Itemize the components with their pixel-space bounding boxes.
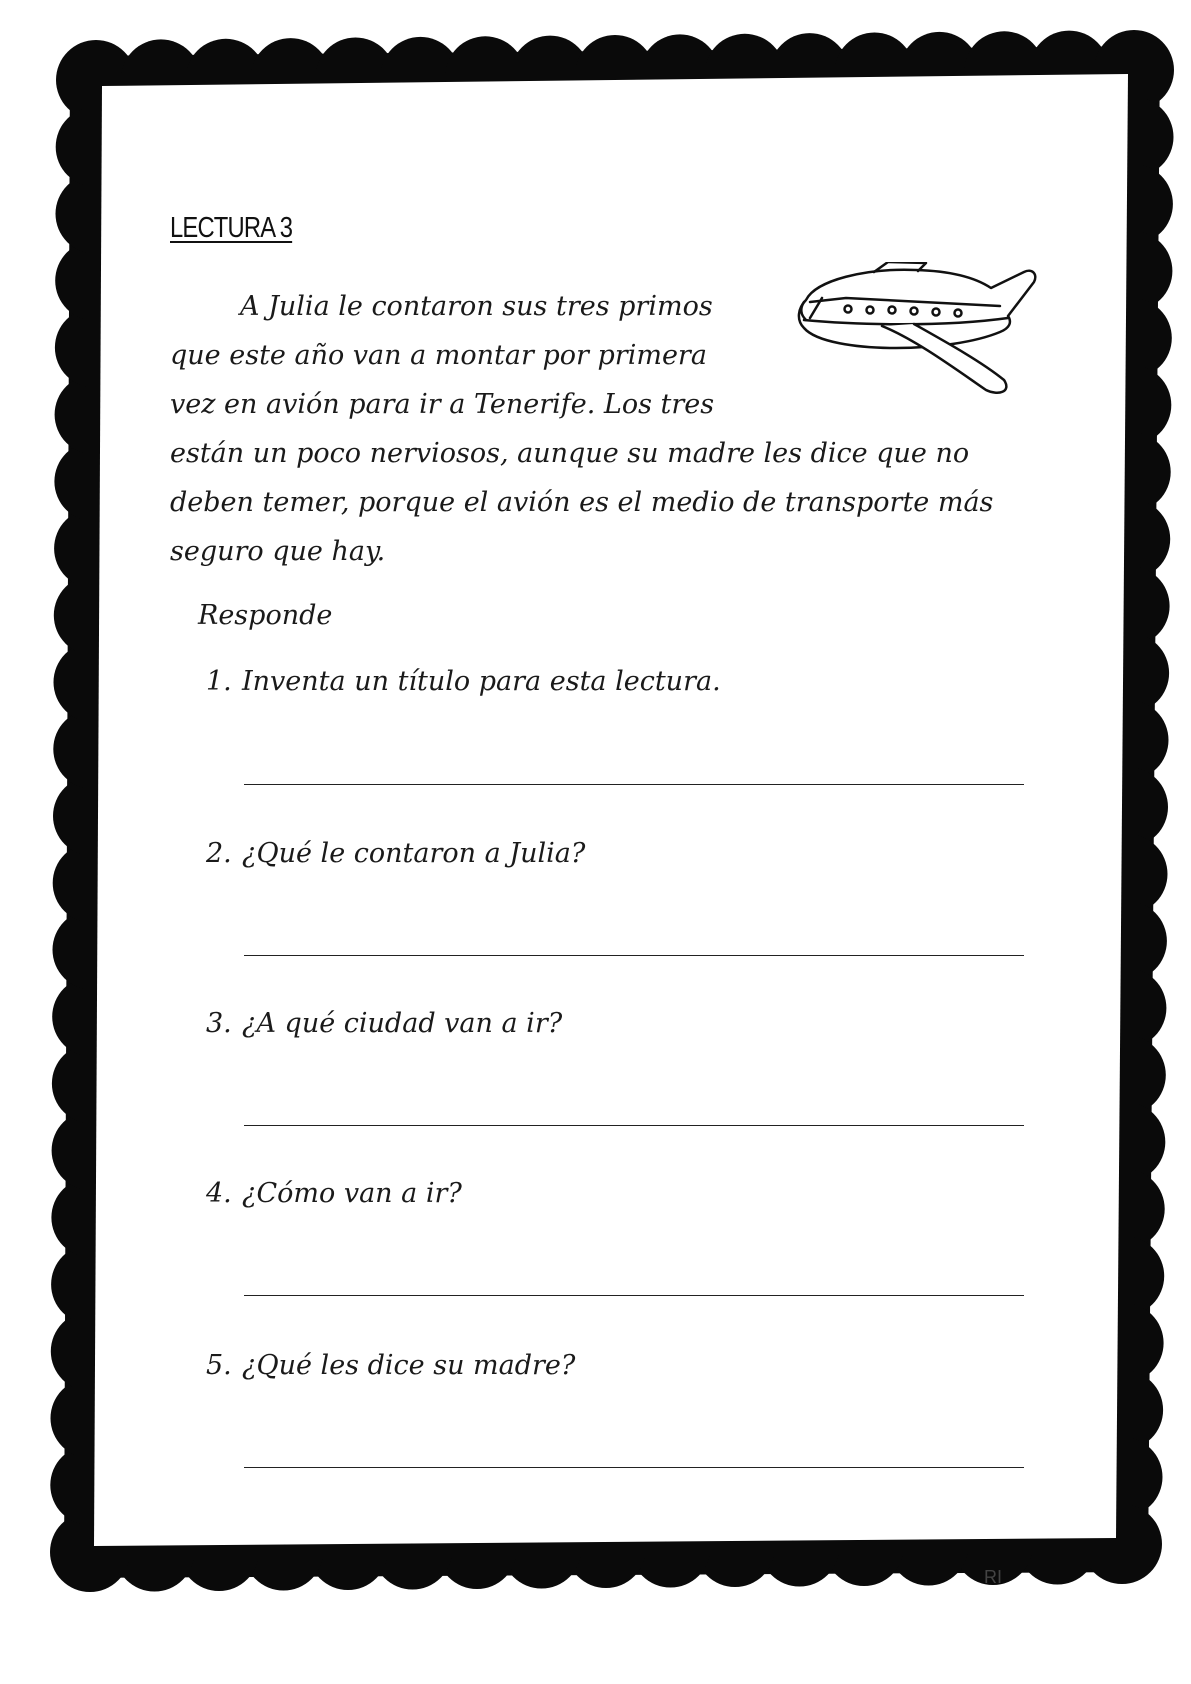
instruction-responde: Responde [198, 600, 333, 631]
question-text: ¿Cómo van a ir? [242, 1178, 462, 1209]
question-1 [206, 666, 721, 697]
question-3 [206, 1008, 562, 1039]
airplane-icon [786, 262, 1046, 402]
story-line: seguro que hay. [170, 536, 386, 567]
question-number: 3. [206, 1008, 232, 1039]
answer-line-1[interactable] [244, 784, 1024, 785]
story-line: que este año van a montar por primera [170, 340, 707, 371]
question-number: 4. [206, 1178, 232, 1209]
question-4 [206, 1178, 462, 1209]
footer-mark: RI [984, 1567, 1002, 1587]
story-line: deben temer, porque el avión es el medio de transporte más [170, 487, 994, 518]
story-line: A Julia le contaron sus tres primos [240, 291, 713, 322]
story-line: están un poco nerviosos, aunque su madre les dice que no [170, 438, 970, 469]
answer-line-5[interactable] [244, 1467, 1024, 1468]
question-number: 1. [206, 666, 232, 697]
question-text: ¿Qué les dice su madre? [242, 1350, 576, 1381]
question-5 [206, 1350, 575, 1381]
question-number: 5. [206, 1350, 232, 1381]
question-text: ¿A qué ciudad van a ir? [242, 1008, 563, 1039]
question-2 [206, 838, 585, 869]
answer-line-3[interactable] [244, 1125, 1024, 1126]
answer-line-4[interactable] [244, 1295, 1024, 1296]
story-line: vez en avión para ir a Tenerife. Los tres [170, 389, 715, 420]
question-number: 2. [206, 838, 232, 869]
question-text: ¿Qué le contaron a Julia? [242, 838, 586, 869]
page-title: LECTURA 3 [170, 212, 293, 244]
question-text: Inventa un título para esta lectura. [242, 666, 721, 697]
answer-line-2[interactable] [244, 955, 1024, 956]
